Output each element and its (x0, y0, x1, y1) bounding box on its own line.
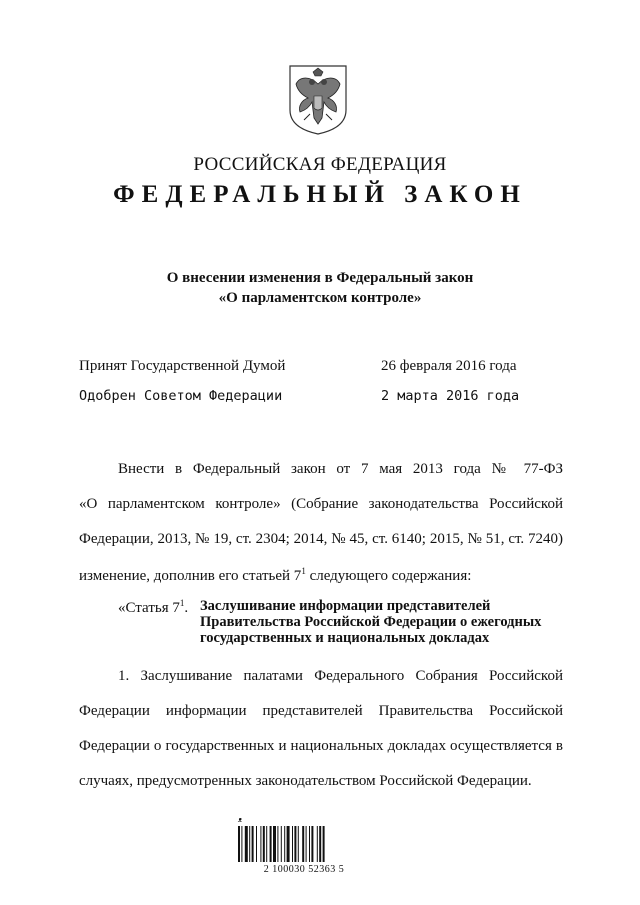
body-line-4: изменение, дополнив его статьей $7^1$ следующего содержания: (79, 566, 472, 584)
law-title-line-2: «О парламентском контроле» (218, 290, 422, 306)
article-title (200, 598, 570, 646)
clause-1-line-3: Федерации о государственных и национальных докладах осуществляется в (79, 738, 563, 754)
body-line-3: Федерации, 2013, № 19, ст. 2304; 2014, № 45, ст. 6140; 2015, № 51, ст. 7240) (79, 531, 563, 547)
law-title-line-1: О внесении изменения в Федеральный закон (166, 270, 474, 286)
body-line-1: Внести в Федеральный закон от 7 мая 2013 года № 77-ФЗ (118, 461, 563, 477)
clause-1-line-1: 1. Заслушивание палатами Федерального Собрания Российской (118, 668, 563, 684)
coat-of-arms-icon (284, 62, 352, 136)
body-line-2: «О парламентском контроле» (Собрание законодательства Российской (79, 496, 563, 512)
duma-date: 26 февраля 2016 года (381, 358, 517, 374)
clause-1-line-2: Федерации информации представителей Правительства Российской (79, 703, 563, 719)
article-title-line-2: Правительства Российской Федерации о ежегодных (200, 614, 542, 630)
duma-label: Принят Государственной Думой (79, 358, 286, 374)
article-title-line-3: государственных и национальных докладах (200, 630, 490, 646)
document-type: ФЕДЕРАЛЬНЫЙ ЗАКОН (113, 181, 527, 208)
country-name: РОССИЙСКАЯ ФЕДЕРАЦИЯ (193, 154, 447, 175)
barcode (238, 816, 370, 876)
barcode-bars (238, 826, 370, 862)
article-label: «Статья $7^1$. (118, 598, 189, 616)
barcode-number: 2 100030 52363 5 (263, 864, 345, 875)
law-title (0, 268, 640, 308)
clause-1-line-4: случаях, предусмотренных законодательством Российской Федерации. (79, 773, 532, 789)
barcode-mark: ᴥ (238, 816, 243, 824)
article-title-line-1: Заслушивание информации представителей (200, 598, 491, 614)
council-label: Одобрен Советом Федерации (79, 388, 283, 404)
council-date: 2 марта 2016 года (381, 388, 520, 404)
